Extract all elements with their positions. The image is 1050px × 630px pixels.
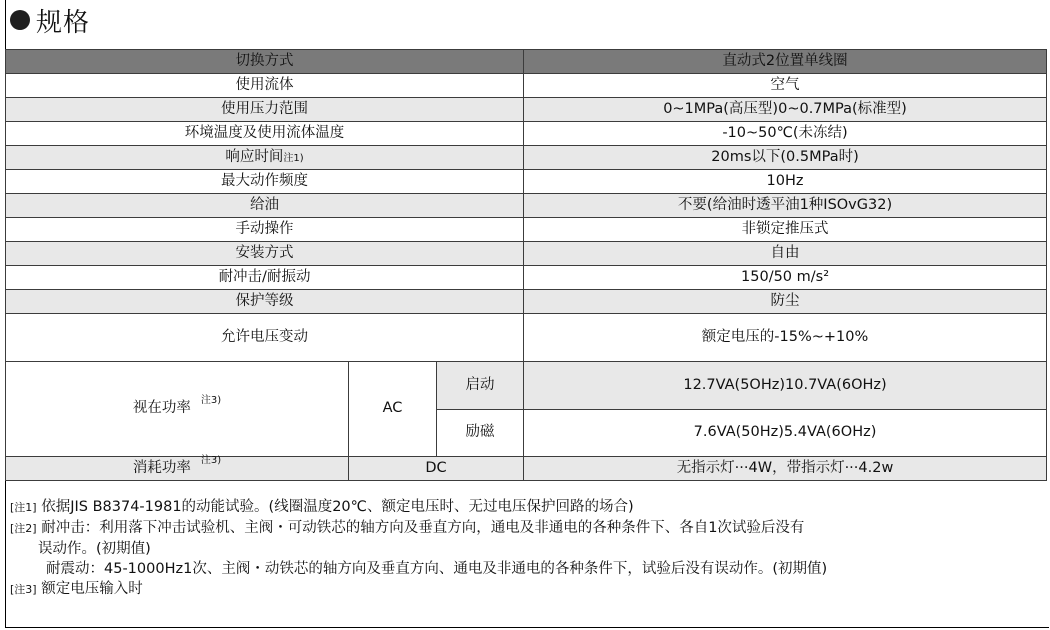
table-row: [6, 122, 1047, 146]
footnote-3: [10, 579, 827, 600]
row-value: -10~50℃(未冻结): [524, 122, 1047, 146]
footnotes: [10, 497, 827, 600]
table-row: [6, 314, 1047, 362]
footnote-2-continued: 误动作。(初期值): [38, 541, 151, 557]
footnote-2-vibration: 耐震动：45-1000Hz1次、主阀・动铁芯的轴方向及垂直方向、通电及非通电的各种条件下，试验后没有误动作。(初期值): [46, 561, 828, 577]
section-title: 规格: [36, 7, 91, 38]
row-label: 使用流体: [6, 74, 524, 98]
row-label-text: 响应时间: [225, 148, 284, 165]
ac-label: AC: [349, 362, 437, 457]
table-row: [6, 242, 1047, 266]
power-consumption-value: 无指示灯···4W，带指示灯···4.2w: [524, 457, 1047, 481]
table-row: [6, 74, 1047, 98]
table-row: [6, 194, 1047, 218]
table-row: [6, 362, 1047, 410]
row-label: 手动操作: [6, 218, 524, 242]
spec-table: [5, 49, 1047, 481]
row-value: 直动式2位置单线圈: [524, 50, 1047, 74]
row-value: 20ms以下(0.5MPa时): [524, 146, 1047, 170]
row-value: 150/50 m/s²: [524, 266, 1047, 290]
note-ref: 注3): [200, 454, 222, 466]
note-text: 额定电压输入时: [41, 581, 143, 597]
row-value: 自由: [524, 242, 1047, 266]
note-ref: 注3): [200, 395, 222, 407]
note-tag: [注3]: [10, 583, 37, 596]
frame-bottom-border: [5, 627, 1049, 628]
table-row: [6, 290, 1047, 314]
row-value: 非锁定推压式: [524, 218, 1047, 242]
row-label: 保护等级: [6, 290, 524, 314]
footnote-1: [10, 497, 827, 518]
table-row: [6, 170, 1047, 194]
note-ref: 注1): [283, 152, 304, 164]
row-value: 不要(给油时透平油1种ISOvG32): [524, 194, 1047, 218]
power-consumption-label: [6, 454, 349, 481]
table-row: [6, 50, 1047, 74]
note-text: 耐冲击：利用落下冲击试验机、主阀・可动铁芯的轴方向及垂直方向，通电及非通电的各种条件下、各自1次试验后没有: [41, 520, 805, 536]
row-label: 环境温度及使用流体温度: [6, 122, 524, 146]
row-label: 给油: [6, 194, 524, 218]
row-label: 最大动作频度: [6, 170, 524, 194]
row-value: 额定电压的-15%~+10%: [524, 314, 1047, 362]
dc-label: DC: [349, 457, 524, 481]
table-row: [6, 266, 1047, 290]
row-value: 10Hz: [524, 170, 1047, 194]
row-label: 使用压力范围: [6, 98, 524, 122]
table-row: [6, 218, 1047, 242]
row-label: 允许电压变动: [6, 314, 524, 362]
apparent-power-label: [6, 362, 349, 457]
row-value: 防尘: [524, 290, 1047, 314]
row-label: 耐冲击/耐振动: [6, 266, 524, 290]
note-text: 依据JIS B8374-1981的动能试验。(线圈温度20℃、额定电压时、无过电压保护回路的场合): [41, 499, 634, 515]
bullet-icon: [10, 10, 30, 30]
table-row: [6, 98, 1047, 122]
power-consumption-label-text: 消耗功率: [132, 459, 191, 476]
row-value: 0~1MPa(高压型)0~0.7MPa(标准型): [524, 98, 1047, 122]
row-label: 安装方式: [6, 242, 524, 266]
start-label: 启动: [437, 362, 524, 410]
row-label: 切换方式: [6, 50, 524, 74]
row-label: [6, 146, 524, 170]
table-row: [6, 457, 1047, 481]
hold-label: 励磁: [437, 410, 524, 457]
table-row: [6, 146, 1047, 170]
row-value: 空气: [524, 74, 1047, 98]
note-tag: [注1]: [10, 501, 37, 514]
note-tag: [注2]: [10, 522, 37, 535]
section-heading: [10, 3, 90, 37]
start-value: 12.7VA(5OHz)10.7VA(6OHz): [524, 362, 1047, 410]
apparent-power-label-text: 视在功率: [132, 400, 191, 417]
footnote-2: [10, 518, 827, 539]
hold-value: 7.6VA(50Hz)5.4VA(6OHz): [524, 410, 1047, 457]
